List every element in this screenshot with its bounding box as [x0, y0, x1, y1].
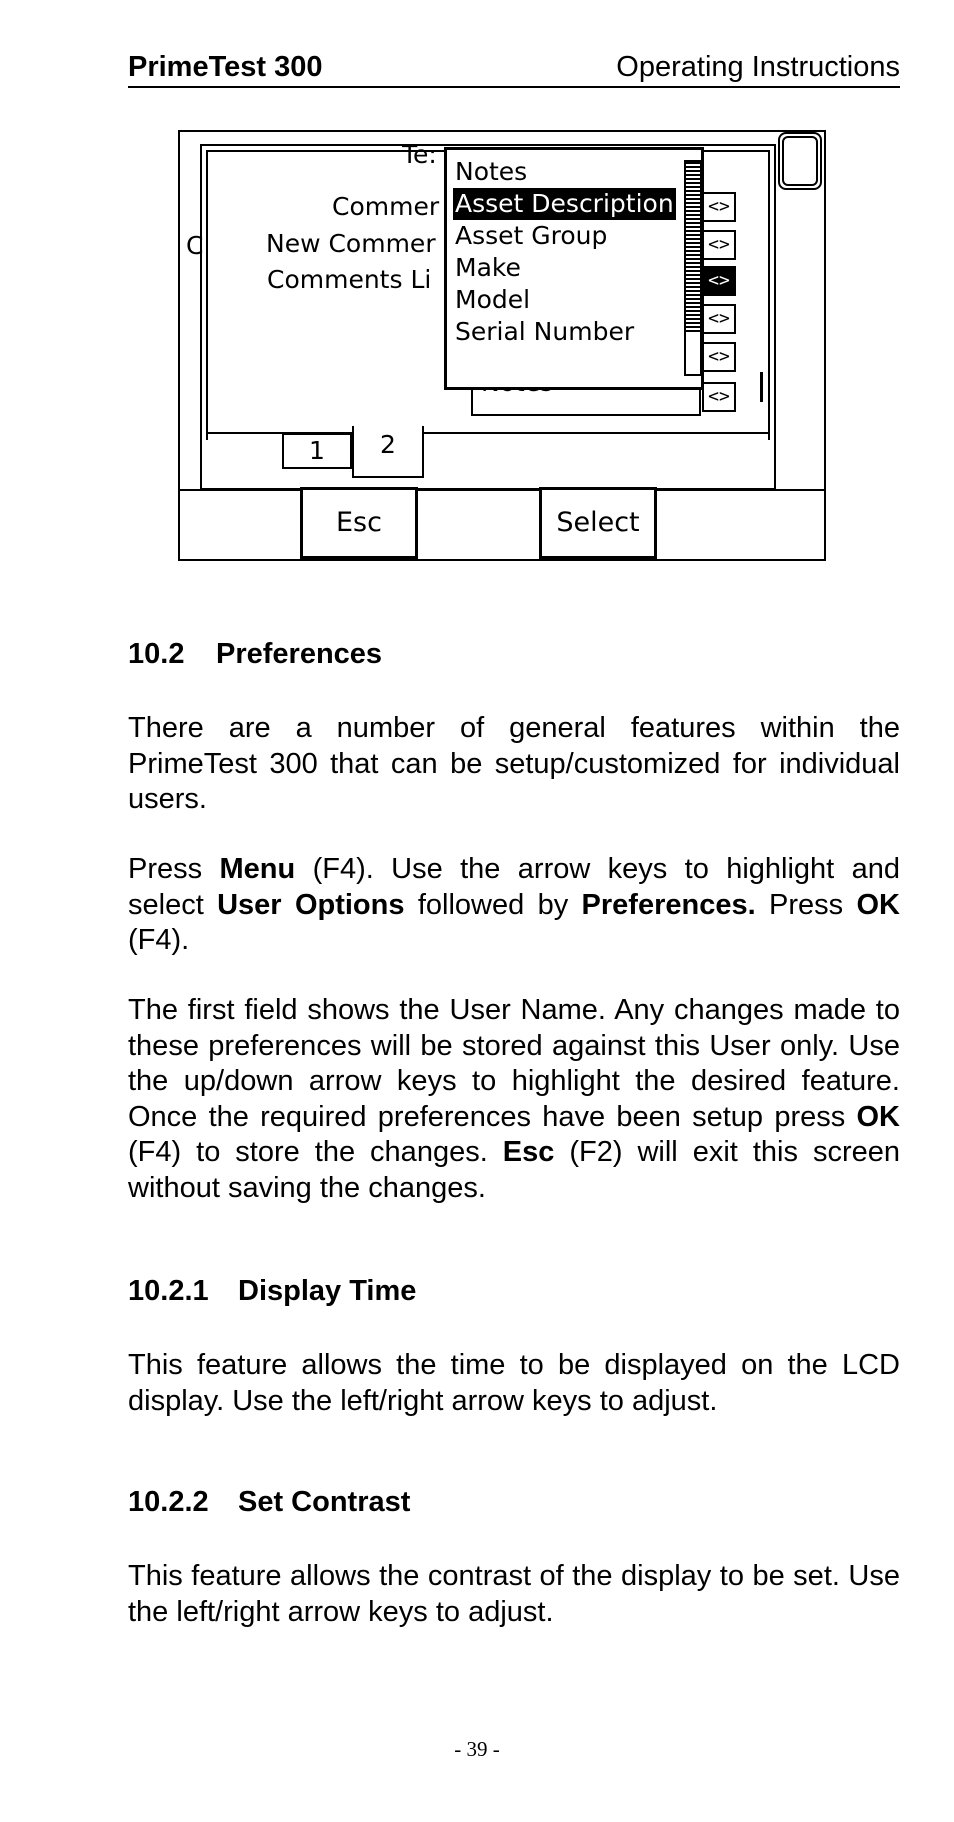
dropdown-item-serial-number[interactable]: Serial Number	[455, 317, 635, 346]
label-comments: Commer	[332, 192, 440, 221]
page-header	[128, 52, 900, 88]
lcd-title-fragment: Te:	[402, 140, 437, 169]
dropdown-item-make[interactable]: Make	[455, 253, 521, 282]
section-heading-preferences	[128, 638, 382, 671]
dropdown-item-asset-description[interactable]: Asset Description	[455, 189, 674, 218]
lcd-screenshot	[178, 130, 826, 561]
text-run: followed by	[404, 888, 582, 921]
dropdown-scrollbar[interactable]	[684, 160, 702, 376]
softkey-bar	[180, 489, 826, 491]
nav-key-2[interactable]: <>	[702, 230, 736, 260]
dropdown-item-notes[interactable]: Notes	[455, 157, 528, 186]
preferences-paragraph-3	[128, 993, 900, 1206]
tab-1[interactable]: 1	[282, 433, 352, 469]
section-number: 10.2	[128, 638, 185, 670]
corner-indicator-inner	[782, 136, 818, 186]
label-comments-list: Comments Li	[267, 265, 432, 294]
tab-2[interactable]: 2	[352, 426, 424, 478]
esc-softkey[interactable]: Esc	[300, 487, 418, 559]
nav-key-1[interactable]: <>	[702, 192, 736, 222]
text-run: Press	[755, 888, 857, 921]
esc-key-name: Esc	[502, 1136, 555, 1168]
nav-key-3[interactable]: <>	[702, 266, 736, 296]
section-number: 10.2.1	[128, 1275, 209, 1307]
section-heading-display-time	[128, 1275, 416, 1308]
dropdown-scrollbar-track	[686, 162, 700, 332]
text-run: (F4). Use the arrow keys to highlight and select	[128, 853, 900, 921]
ok-key-name: OK	[856, 888, 900, 921]
lcd-left-fragment: C	[186, 231, 204, 260]
section-title: Display Time	[238, 1275, 417, 1307]
text-run: (F2) will exit this screen without saving the changes.	[128, 1136, 900, 1204]
field-dropdown-menu[interactable]	[444, 147, 704, 390]
user-options-term: User Options	[217, 888, 405, 921]
text-run: (F4) to store the changes.	[128, 1136, 503, 1168]
nav-key-6[interactable]: <>	[702, 382, 736, 412]
document-title: PrimeTest 300	[128, 51, 323, 83]
display-time-paragraph: This feature allows the time to be displayed on the LCD display. Use the left/right arrow keys to adjust.	[128, 1349, 900, 1417]
field-edge-mark	[760, 372, 763, 402]
text-run: Press	[128, 853, 220, 885]
nav-key-5[interactable]: <>	[702, 342, 736, 372]
label-new-comments: New Commer	[266, 229, 436, 258]
select-softkey[interactable]: Select	[539, 487, 657, 559]
dropdown-item-model[interactable]: Model	[455, 285, 531, 314]
section-title: Preferences	[216, 638, 383, 670]
nav-key-4[interactable]: <>	[702, 304, 736, 334]
section-number: 10.2.2	[128, 1486, 209, 1518]
menu-key-name: Menu	[219, 853, 296, 885]
text-run: The first field shows the User Name. Any changes made to these preferences will be stored against this User only. Use the up/down arrow keys to highlight the desired feature. Once the required preferences have been setup press	[128, 994, 900, 1133]
section-title: Set Contrast	[238, 1486, 411, 1518]
set-contrast-paragraph: This feature allows the contrast of the display to be set. Use the left/right arrow keys to adjust.	[128, 1560, 900, 1628]
page-number: - 39 -	[454, 1737, 500, 1761]
preferences-paragraph-2	[128, 852, 900, 959]
ok-key-name: OK	[856, 1100, 900, 1133]
text-run: (F4).	[128, 924, 190, 956]
preferences-term: Preferences.	[581, 888, 756, 921]
document-section: Operating Instructions	[616, 51, 900, 83]
section-heading-set-contrast	[128, 1486, 410, 1519]
dropdown-item-asset-group[interactable]: Asset Group	[455, 221, 608, 250]
preferences-paragraph-1: There are a number of general features within the PrimeTest 300 that can be setup/customized for individual users.	[128, 712, 900, 815]
